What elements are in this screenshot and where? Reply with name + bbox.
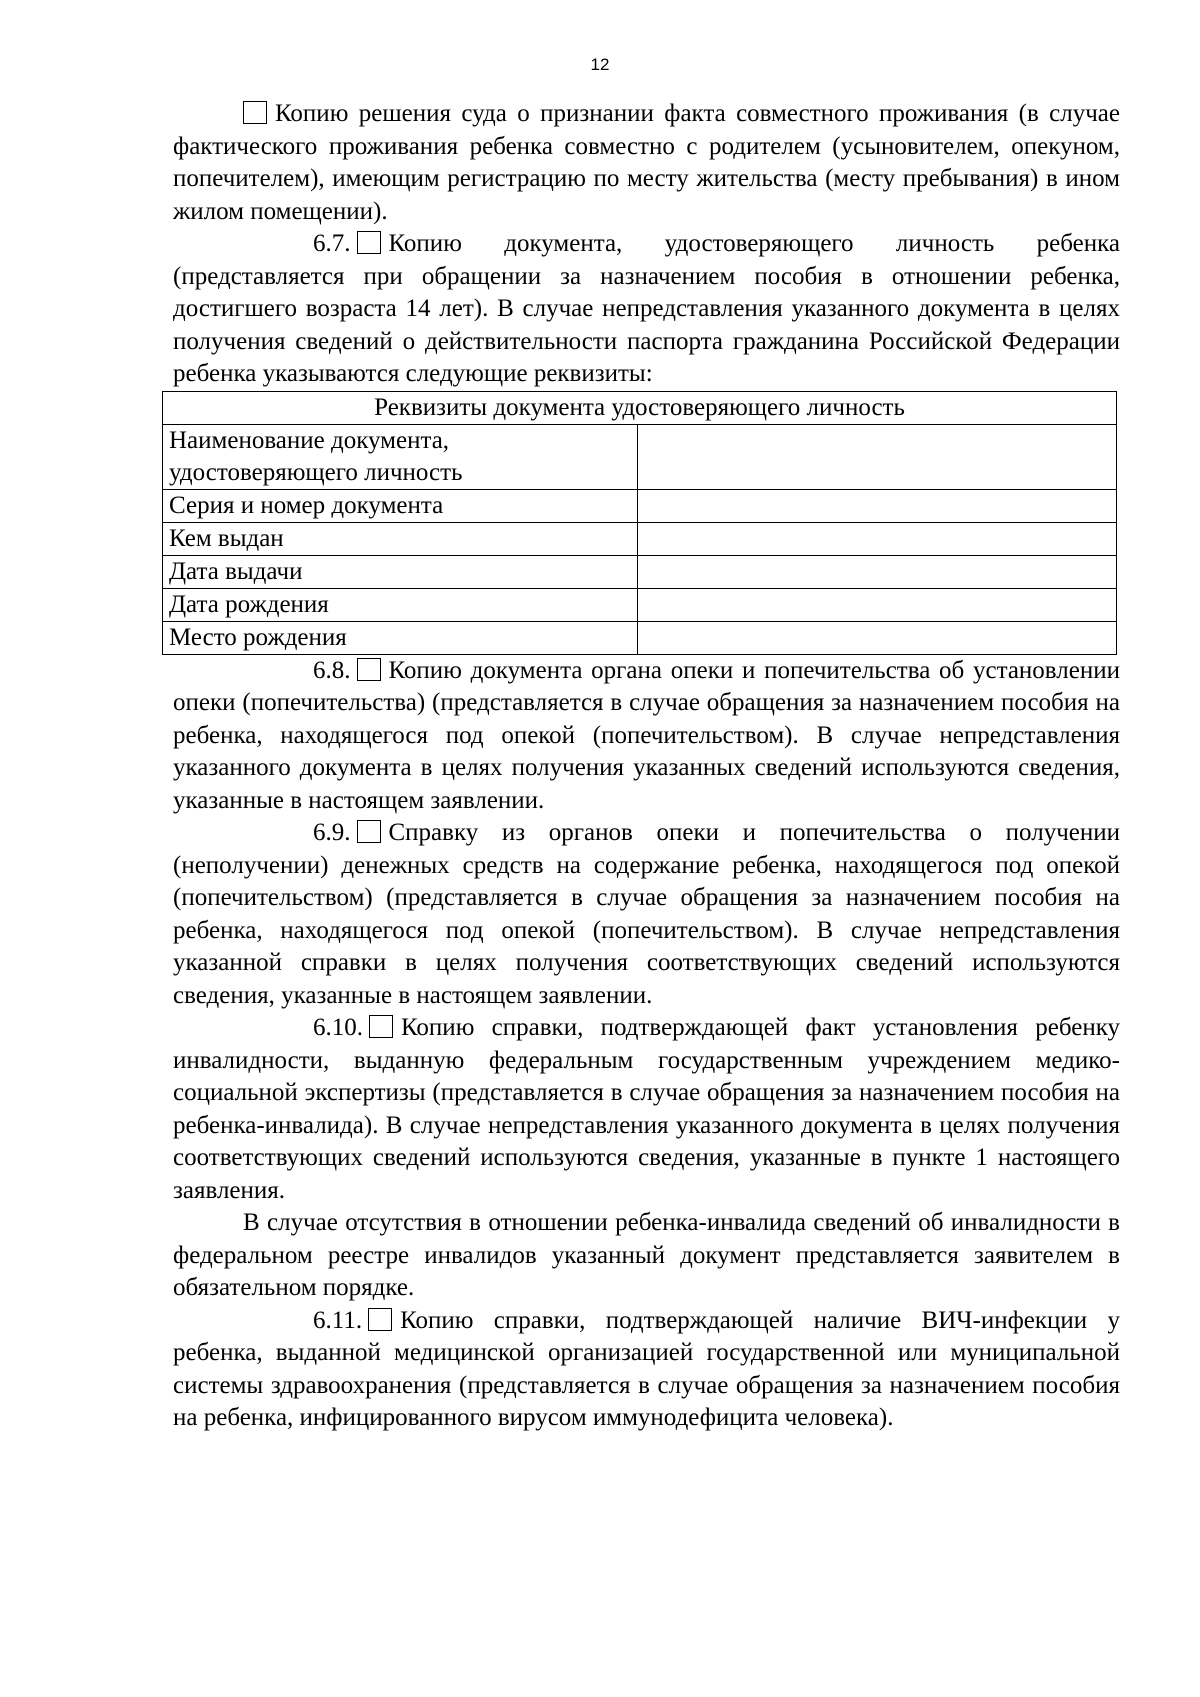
table-row (163, 555, 1117, 588)
checkbox-6-7[interactable] (357, 231, 381, 254)
row-value-field[interactable] (638, 424, 1117, 489)
table-row (163, 621, 1117, 654)
table-row (163, 522, 1117, 555)
row-value-field[interactable] (638, 489, 1117, 522)
paragraph-6-9 (173, 817, 1120, 1012)
document-body (169, 98, 1120, 1435)
row-value-field[interactable] (638, 621, 1117, 654)
item-number: 6.8. (313, 656, 351, 684)
table-header: Реквизиты документа удостоверяющего личность (163, 391, 1117, 424)
paragraph-text: В случае отсутствия в отношении ребенка-инвалида сведений об инвалидности в федеральном реестре инвалидов указанный документ представляется заявителем в обязательном порядке. (173, 1209, 1120, 1301)
table-row (163, 489, 1117, 522)
row-label: Наименование документа, удостоверяющего личность (163, 424, 638, 489)
paragraph-6-11 (173, 1305, 1120, 1435)
paragraph-6-10 (173, 1012, 1120, 1207)
table-row (163, 588, 1117, 621)
row-value-field[interactable] (638, 555, 1117, 588)
row-label: Дата рождения (163, 588, 638, 621)
paragraph-text: Копию документа органа опеки и попечительства об установлении опеки (попечительства) (представляется в случае обращения за назначением пособия на ребенка, находящегося под опекой (попечительством). В случае непредставления указанного документа в целях получения указанных сведений используются сведения, указанные в настоящем заявлении. (173, 656, 1120, 814)
row-label: Место рождения (163, 621, 638, 654)
identity-document-table (162, 391, 1117, 655)
row-label: Дата выдачи (163, 555, 638, 588)
page-number: 12 (590, 55, 610, 74)
table-header-row (163, 391, 1117, 424)
paragraph-disability-registry (173, 1207, 1120, 1305)
paragraph-text: Справку из органов опеки и попечительства о получении (неполучении) денежных средств на содержание ребенка, находящегося под опекой (попечительством) (представляется в случае обращения за назначением пособия на ребенка, находящегося под опекой (попечительством). В случае непредставления указанной справки в целях получения соответствующих сведений используются сведения, указанные в настоящем заявлении. (173, 819, 1120, 1009)
row-value-field[interactable] (638, 522, 1117, 555)
paragraph-text: Копию справки, подтверждающей наличие ВИЧ-инфекции у ребенка, выданной медицинской организацией государственной или муниципальной системы здравоохранения (представляется в случае обращения за назначением пособия на ребенка, инфицированного вирусом иммунодефицита человека). (173, 1306, 1120, 1431)
item-number: 6.10. (313, 1014, 363, 1041)
checkbox-6-8[interactable] (357, 658, 381, 681)
item-number: 6.11. (313, 1306, 363, 1334)
row-label: Серия и номер документа (163, 489, 638, 522)
paragraph-text: Копию документа, удостоверяющего личность ребенка (представляется при обращении за назначением пособия в отношении ребенка, достигшего возраста 14 лет). В случае непредставления указанного документа в целях получения сведений о действительности паспорта гражданина Российской Федерации ребенка указываются следующие реквизиты: (173, 230, 1120, 387)
item-number: 6.9. (313, 819, 351, 846)
item-number: 6.7. (313, 230, 351, 257)
table-row (163, 424, 1117, 489)
checkbox-6-11[interactable] (368, 1308, 392, 1331)
checkbox-6-10[interactable] (369, 1015, 393, 1038)
row-label: Кем выдан (163, 522, 638, 555)
paragraph-6-8 (173, 655, 1120, 818)
paragraph-6-7 (173, 228, 1120, 391)
paragraph-text: Копию справки, подтверждающей факт установления ребенку инвалидности, выданную федеральным государственным учреждением медико-социальной экспертизы (представляется в случае обращения за назначением пособия на ребенка-инвалида). В случае непредставления указанного документа в целях получения соответствующих сведений используются сведения, указанные в пункте 1 настоящего заявления. (173, 1014, 1120, 1204)
checkbox-court-decision[interactable] (243, 101, 267, 124)
paragraph-text: Копию решения суда о признании факта совместного проживания (в случае фактического проживания ребенка совместно с родителем (усыновителем, опекуном, попечителем), имеющим регистрацию по месту жительства (месту пребывания) в ином жилом помещении). (173, 100, 1120, 225)
checkbox-6-9[interactable] (357, 820, 381, 843)
row-value-field[interactable] (638, 588, 1117, 621)
paragraph-court-decision (173, 98, 1120, 228)
